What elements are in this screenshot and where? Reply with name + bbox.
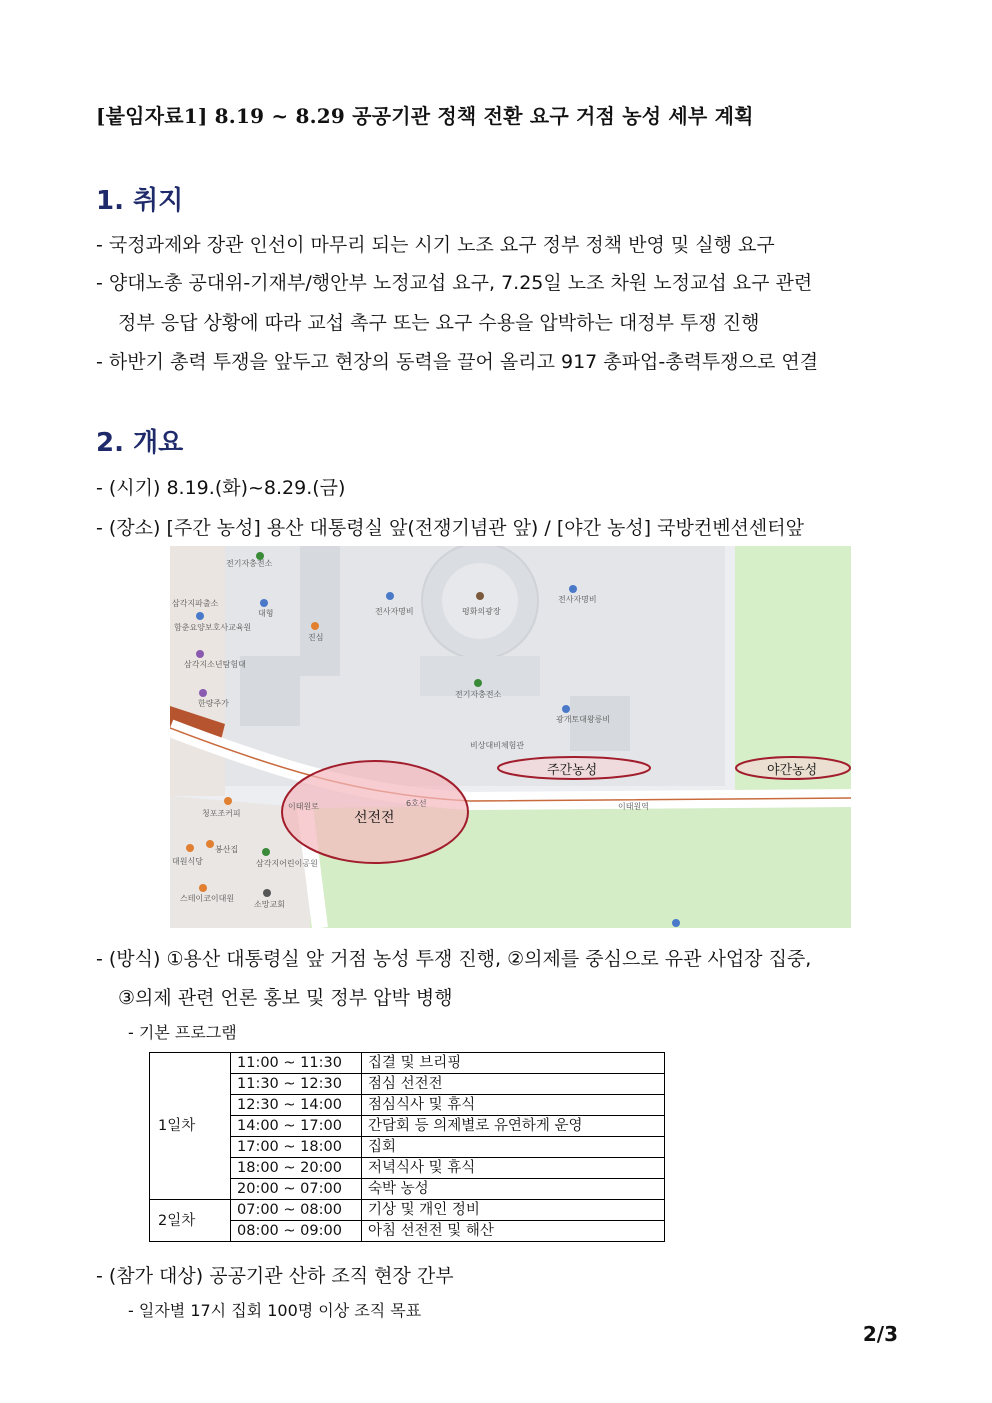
map-poi: 청포조커피 <box>202 809 241 818</box>
map-poi: 진심 <box>308 633 324 642</box>
map-poi: 전사자명비 <box>375 607 414 616</box>
activity-cell: 간담회 등 의제별로 유연하게 운영 <box>362 1116 665 1137</box>
map-poi: 이태원역 <box>618 802 649 811</box>
page-number: 2/3 <box>862 1322 898 1346</box>
time-cell: 20:00 ~ 07:00 <box>231 1179 362 1200</box>
map-poi: 전기자충전소 <box>455 690 502 699</box>
purpose-line-2-cont: 정부 응답 상황에 따라 교섭 촉구 또는 요구 수용을 압박하는 대정부 투쟁 진행 <box>118 312 760 334</box>
map-poi: 대원식당 <box>172 857 203 866</box>
activity-cell: 숙박 농성 <box>362 1179 665 1200</box>
period-line: - (시기) 8.19.(화)~8.29.(금) <box>96 477 346 499</box>
time-cell: 14:00 ~ 17:00 <box>231 1116 362 1137</box>
document-title: [붙임자료1] 8.19 ~ 8.29 공공기관 정책 전환 요구 거점 농성 세부 계획 <box>96 104 754 128</box>
activity-cell: 집회 <box>362 1137 665 1158</box>
method-line-1: - (방식) ①용산 대통령실 앞 거점 농성 투쟁 진행, ②의제를 중심으로 유관 사업장 집중, <box>96 948 812 970</box>
participants-line: - (참가 대상) 공공기관 산하 조직 현장 간부 <box>96 1265 454 1287</box>
day-cell: 1일차 <box>150 1053 231 1200</box>
method-line-2: ③의제 관련 언론 홍보 및 정부 압박 병행 <box>118 987 453 1009</box>
activity-cell: 집결 및 브리핑 <box>362 1053 665 1074</box>
target-line: - 일자별 17시 집회 100명 이상 조직 목표 <box>128 1301 422 1320</box>
purpose-line-2: - 양대노총 공대위-기재부/행안부 노정교섭 요구, 7.25일 노조 차원 노정교섭 요구 관련 <box>96 272 813 294</box>
map-poi: 삼각지파출소 <box>172 599 219 608</box>
map-poi: 평화의광장 <box>462 607 501 616</box>
purpose-line-1: - 국정과제와 장관 인선이 마무리 되는 시기 노조 요구 정부 정책 반영 및 실행 요구 <box>96 234 775 256</box>
activity-cell: 아침 선전전 및 해산 <box>362 1221 665 1242</box>
map-poi: 비상대비체험관 <box>470 741 525 750</box>
map-poi: 소망교회 <box>254 900 285 909</box>
time-cell: 08:00 ~ 09:00 <box>231 1221 362 1242</box>
section-heading-purpose: 1. 취지 <box>96 186 184 216</box>
program-label: - 기본 프로그램 <box>128 1023 237 1042</box>
program-table <box>149 1052 665 1242</box>
section-heading-overview: 2. 개요 <box>96 428 184 458</box>
map-poi: 함춘요양보호사교육원 <box>174 623 252 632</box>
time-cell: 18:00 ~ 20:00 <box>231 1158 362 1179</box>
time-cell: 17:00 ~ 18:00 <box>231 1137 362 1158</box>
map-poi: 삼각지소년탐험대 <box>184 660 246 669</box>
purpose-line-3: - 하반기 총력 투쟁을 앞두고 현장의 동력을 끌어 올리고 917 총파업-총력투쟁으로 연결 <box>96 351 819 373</box>
map-graphic <box>170 546 851 928</box>
day-cell: 2일차 <box>150 1200 231 1242</box>
rally-label: 선전전 <box>354 810 395 826</box>
time-cell: 07:00 ~ 08:00 <box>231 1200 362 1221</box>
time-cell: 11:30 ~ 12:30 <box>231 1074 362 1095</box>
map-poi: 봉산집 <box>215 845 239 854</box>
activity-cell: 점심식사 및 휴식 <box>362 1095 665 1116</box>
table-row <box>150 1053 665 1074</box>
location-line: - (장소) [주간 농성] 용산 대통령실 앞(전쟁기념관 앞) / [야간 농성] 국방컨벤션센터앞 <box>96 517 804 539</box>
activity-cell: 점심 선전전 <box>362 1074 665 1095</box>
map-poi: 스테이코이대원 <box>180 894 235 903</box>
time-cell: 11:00 ~ 11:30 <box>231 1053 362 1074</box>
map-poi: 대형 <box>258 609 274 618</box>
night-sit-in-label: 야간농성 <box>767 763 818 778</box>
map-poi: 전사자명비 <box>558 595 597 604</box>
map-poi: 한량주가 <box>198 699 229 708</box>
map-poi: 삼각지어린이공원 <box>256 859 318 868</box>
activity-cell: 기상 및 개인 정비 <box>362 1200 665 1221</box>
map-poi: 광개토대왕릉비 <box>556 715 611 724</box>
time-cell: 12:30 ~ 14:00 <box>231 1095 362 1116</box>
activity-cell: 저녁식사 및 휴식 <box>362 1158 665 1179</box>
map-poi: 이태원로 <box>288 802 319 811</box>
daytime-sit-in-label: 주간농성 <box>547 763 598 778</box>
map-poi: 전기자충전소 <box>226 559 273 568</box>
location-map <box>170 546 851 928</box>
table-row <box>150 1200 665 1221</box>
map-poi: 6호선 <box>406 799 427 808</box>
